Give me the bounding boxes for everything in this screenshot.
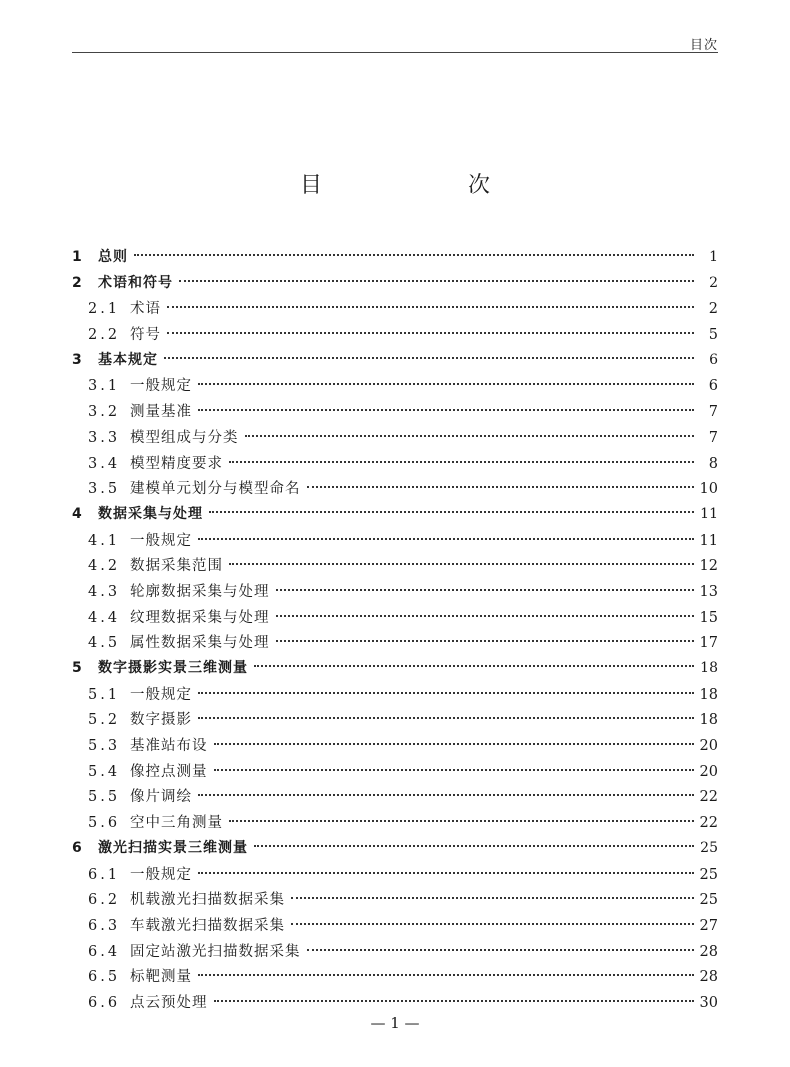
dot-leader — [276, 640, 694, 642]
toc-entry[interactable] — [72, 297, 718, 323]
toc-entry[interactable] — [72, 683, 718, 709]
toc-entry-label: 测量基准 — [130, 404, 192, 421]
toc-entry-page: 20 — [699, 763, 718, 780]
toc-entry-number: 3.3 — [88, 429, 121, 446]
toc-entry-page: 18 — [699, 712, 718, 729]
toc-entry[interactable] — [72, 888, 718, 914]
toc-entry[interactable] — [72, 606, 718, 632]
dot-leader — [198, 409, 694, 411]
toc-entry-number: 6 — [72, 839, 82, 856]
toc-entry-number: 1 — [72, 249, 82, 265]
toc-entry[interactable] — [72, 811, 718, 837]
toc-entry-number: 3.2 — [88, 404, 121, 421]
dot-leader — [214, 1000, 694, 1002]
toc-entry-label: 数据采集范围 — [130, 558, 223, 575]
dot-leader — [276, 589, 694, 591]
toc-entry-label: 模型精度要求 — [130, 455, 223, 472]
dot-leader — [198, 538, 694, 540]
toc-entry-label: 术语 — [130, 301, 161, 318]
toc-entry-page: 8 — [708, 455, 718, 472]
toc-entry-page: 25 — [699, 892, 718, 909]
toc-entry[interactable] — [72, 914, 718, 940]
toc-entry-label: 数据采集与处理 — [98, 505, 203, 522]
toc-entry-number: 5.1 — [88, 686, 121, 703]
dot-leader — [198, 794, 694, 796]
toc-entry-page: 7 — [708, 404, 718, 421]
toc-entry-page: 28 — [699, 969, 718, 986]
toc-entry-page: 25 — [700, 839, 718, 856]
toc-entry[interactable] — [72, 426, 718, 452]
toc-entry[interactable] — [72, 503, 718, 529]
toc-entry-page: 17 — [699, 635, 718, 652]
toc-entry-label: 模型组成与分类 — [130, 429, 239, 446]
dot-leader — [134, 254, 694, 256]
toc-entry-page: 15 — [699, 609, 718, 626]
toc-entry-number: 5.5 — [88, 789, 121, 806]
toc-entry-number: 6.2 — [88, 892, 121, 909]
dot-leader — [307, 486, 694, 488]
toc-entry-label: 轮廓数据采集与处理 — [130, 583, 270, 600]
toc-entry-page: 25 — [699, 866, 718, 883]
toc-entry-label: 基本规定 — [98, 351, 158, 368]
dot-leader — [254, 845, 694, 847]
toc-entry-page: 2 — [709, 274, 718, 291]
dot-leader — [214, 743, 694, 745]
toc-entry[interactable] — [72, 965, 718, 991]
toc-entry[interactable] — [72, 323, 718, 349]
dot-leader — [167, 306, 694, 308]
toc-entry-label: 基准站布设 — [130, 738, 208, 755]
toc-entry-number: 4.2 — [88, 558, 121, 575]
toc-entry-page: 11 — [700, 505, 718, 522]
toc-entry-number: 6.1 — [88, 866, 121, 883]
toc-entry-label: 像片调绘 — [130, 789, 192, 806]
toc-entry-label: 一般规定 — [130, 378, 192, 395]
toc-entry-label: 建模单元划分与模型命名 — [130, 481, 301, 498]
dot-leader — [164, 357, 694, 359]
page-title: 目 次 — [299, 173, 524, 198]
toc-entry-number: 3 — [72, 351, 82, 368]
toc-entry[interactable] — [72, 477, 718, 503]
toc-entry-number: 6.3 — [88, 917, 121, 934]
toc-entry[interactable] — [72, 734, 718, 760]
toc-entry-number: 4.1 — [88, 532, 121, 549]
toc-entry-page: 2 — [708, 301, 718, 318]
toc-entry-number: 5.3 — [88, 738, 121, 755]
toc-entry-label: 车载激光扫描数据采集 — [130, 917, 285, 934]
toc-entry-page: 18 — [699, 686, 718, 703]
toc-entry-label: 属性数据采集与处理 — [130, 635, 270, 652]
toc-entry[interactable] — [72, 272, 718, 298]
toc-entry-number: 3.4 — [88, 455, 121, 472]
toc-entry-number: 4.5 — [88, 635, 121, 652]
toc-entry[interactable] — [72, 991, 718, 1017]
toc-entry-page: 6 — [709, 351, 718, 368]
toc-entry-number: 2.1 — [88, 301, 121, 318]
toc-entry-label: 总则 — [98, 249, 128, 265]
toc-entry-number: 4 — [72, 505, 82, 522]
toc-entry-label: 数字摄影实景三维测量 — [98, 660, 248, 676]
toc-entry-label: 机载激光扫描数据采集 — [130, 892, 285, 909]
toc-entry[interactable] — [72, 246, 718, 272]
dot-leader — [209, 511, 694, 513]
toc-entry-number: 5.4 — [88, 763, 121, 780]
toc-entry[interactable] — [72, 349, 718, 375]
toc-entry-page: 22 — [699, 789, 718, 806]
toc-entry-label: 标靶测量 — [130, 969, 192, 986]
header-rule — [72, 52, 718, 53]
toc-entry-label: 固定站激光扫描数据采集 — [130, 943, 301, 960]
dot-leader — [307, 949, 694, 951]
dot-leader — [276, 615, 694, 617]
toc-entry-number: 5 — [72, 660, 82, 676]
dot-leader — [229, 820, 694, 822]
table-of-contents — [72, 246, 718, 1017]
running-head: 目次 — [689, 38, 718, 53]
toc-entry-label: 点云预处理 — [130, 994, 208, 1011]
toc-entry-page: 5 — [708, 327, 718, 344]
toc-entry-number: 2.2 — [88, 327, 121, 344]
toc-entry-label: 纹理数据采集与处理 — [130, 609, 270, 626]
toc-entry-page: 7 — [708, 429, 718, 446]
toc-entry[interactable] — [72, 631, 718, 657]
dot-leader — [291, 897, 694, 899]
toc-entry-number: 3.5 — [88, 481, 121, 498]
dot-leader — [167, 332, 694, 334]
toc-entry-label: 一般规定 — [130, 532, 192, 549]
toc-entry-number: 5.6 — [88, 815, 121, 832]
toc-entry[interactable] — [72, 785, 718, 811]
dot-leader — [214, 769, 694, 771]
toc-entry-label: 符号 — [130, 327, 161, 344]
toc-entry[interactable] — [72, 760, 718, 786]
dot-leader — [198, 717, 694, 719]
toc-entry-page: 20 — [699, 738, 718, 755]
toc-entry-label: 一般规定 — [130, 866, 192, 883]
toc-entry-label: 术语和符号 — [98, 274, 173, 291]
toc-entry-number: 5.2 — [88, 712, 121, 729]
toc-entry-page: 10 — [699, 481, 718, 498]
dot-leader — [198, 692, 694, 694]
toc-entry-page: 30 — [699, 994, 718, 1011]
toc-entry-number: 3.1 — [88, 378, 121, 395]
dot-leader — [254, 665, 694, 667]
toc-entry[interactable] — [72, 374, 718, 400]
toc-entry-page: 27 — [699, 917, 718, 934]
dot-leader — [198, 872, 694, 874]
dot-leader — [198, 383, 694, 385]
toc-entry-label: 激光扫描实景三维测量 — [98, 839, 248, 856]
toc-entry-number: 4.3 — [88, 583, 121, 600]
toc-entry-label: 一般规定 — [130, 686, 192, 703]
toc-entry-number: 6.5 — [88, 969, 121, 986]
toc-entry[interactable] — [72, 400, 718, 426]
toc-entry[interactable] — [72, 657, 718, 683]
dot-leader — [198, 974, 694, 976]
toc-entry[interactable] — [72, 580, 718, 606]
page-number: — 1 — — [370, 1014, 420, 1032]
toc-entry-number: 4.4 — [88, 609, 121, 626]
toc-entry-page: 18 — [700, 660, 718, 676]
dot-leader — [229, 563, 694, 565]
toc-entry-page: 22 — [699, 815, 718, 832]
toc-entry[interactable] — [72, 837, 718, 863]
toc-entry-label: 空中三角测量 — [130, 815, 223, 832]
toc-entry-page: 12 — [699, 558, 718, 575]
toc-entry[interactable] — [72, 452, 718, 478]
toc-entry-page: 28 — [699, 943, 718, 960]
toc-entry-page: 1 — [709, 249, 718, 265]
dot-leader — [229, 461, 694, 463]
dot-leader — [245, 435, 695, 437]
toc-entry-number: 6.4 — [88, 943, 121, 960]
toc-entry[interactable] — [72, 554, 718, 580]
dot-leader — [291, 923, 694, 925]
toc-entry[interactable] — [72, 863, 718, 889]
dot-leader — [179, 280, 694, 282]
toc-entry-number: 2 — [72, 274, 82, 291]
toc-entry-label: 像控点测量 — [130, 763, 208, 780]
toc-entry-label: 数字摄影 — [130, 712, 192, 729]
toc-entry[interactable] — [72, 940, 718, 966]
toc-entry-page: 6 — [708, 378, 718, 395]
toc-entry-number: 6.6 — [88, 994, 121, 1011]
toc-entry-page: 11 — [699, 532, 718, 549]
toc-entry-page: 13 — [699, 583, 718, 600]
toc-entry[interactable] — [72, 529, 718, 555]
toc-entry[interactable] — [72, 708, 718, 734]
